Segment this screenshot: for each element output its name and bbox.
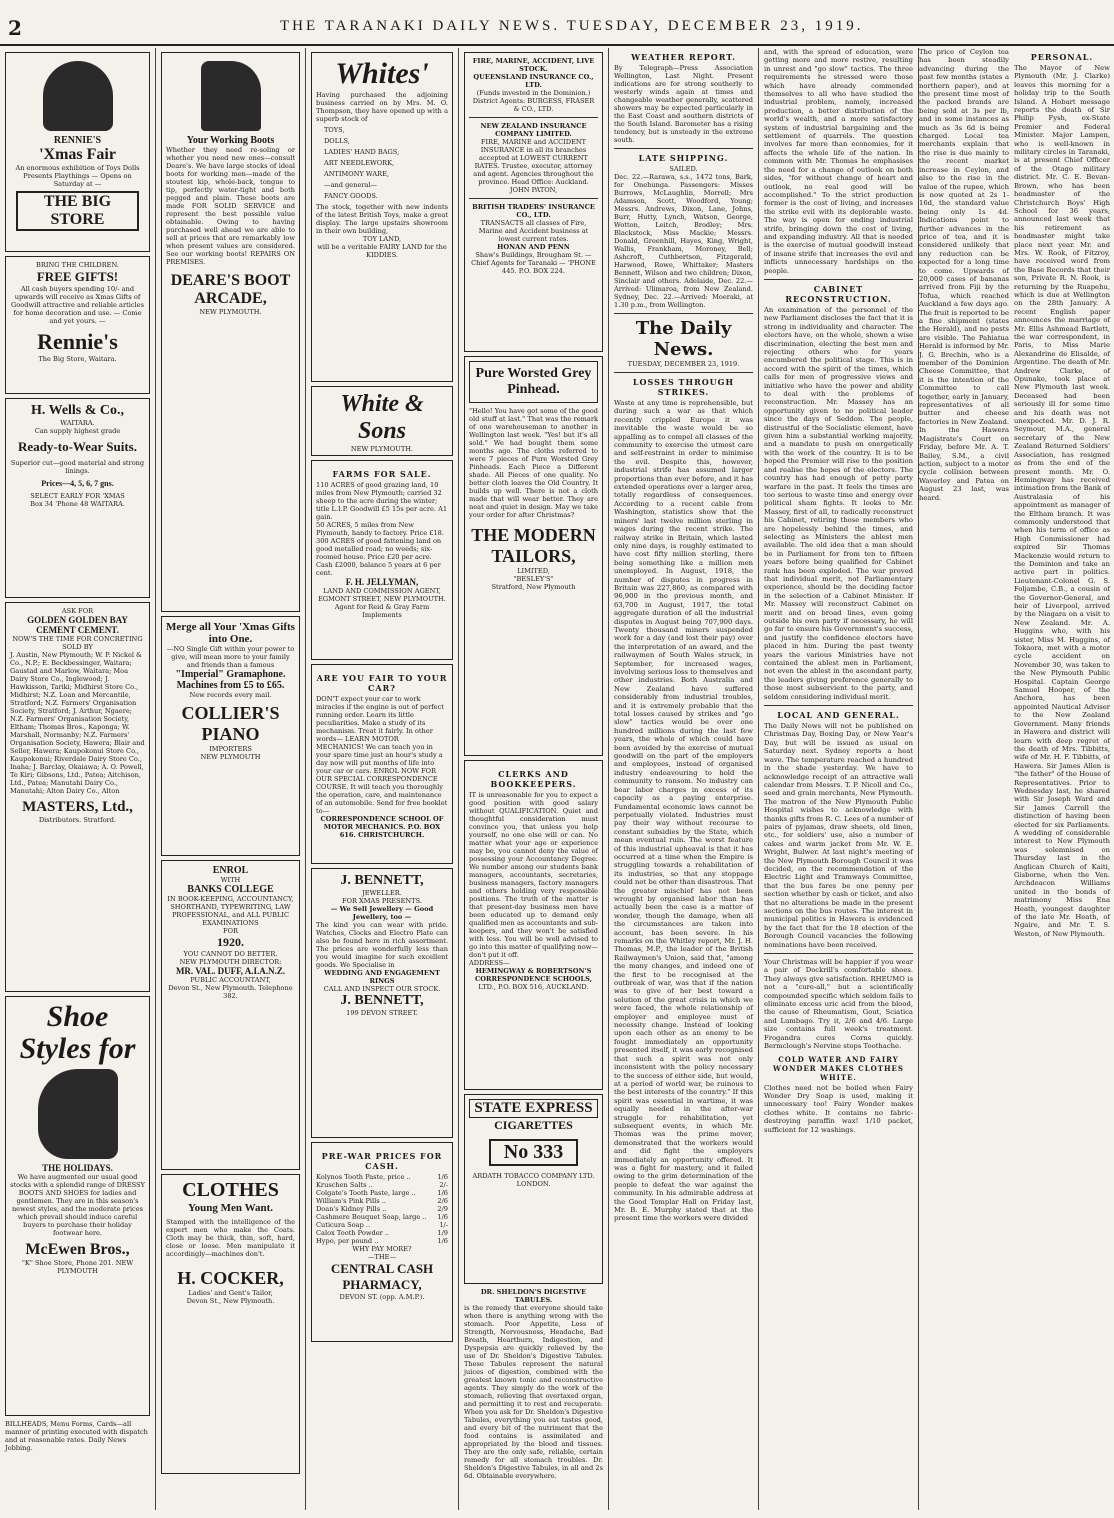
mcewen-name: McEwen Bros.,: [25, 1241, 130, 1258]
modern-tailors-ad: [464, 356, 603, 756]
whites-item: DOLLS,: [324, 137, 350, 145]
duff-name: MR. VAL. DUFF, A.I.A.N.Z.: [175, 966, 286, 976]
boots-head: Your Working Boots: [186, 135, 275, 146]
column-6: [758, 48, 918, 1510]
column-5: [608, 48, 758, 1510]
boot-image: [201, 61, 261, 131]
clothes-head: CLOTHES: [182, 1179, 279, 1201]
free-gifts-text: All cash buyers spending 10/- and upwards will receive as Xmas Gifts of Goodwill attractive and reliable articles for home decoration and use. — Come and yet yours. —: [11, 285, 144, 325]
year: 1920.: [217, 935, 244, 949]
british-traders: BRITISH TRADERS' INSURANCE CO., LTD.: [472, 203, 595, 219]
fire-marine-head: FIRE, MARINE, ACCIDENT, LIVE STOCK.: [472, 57, 595, 73]
deare-footer: NEW PLYMOUTH.: [199, 308, 262, 316]
hemingway-address: LTD., P.O. BOX 516, AUCKLAND.: [478, 983, 589, 991]
number-333: No 333: [489, 1139, 578, 1166]
sheldon-text: is the remedy that everyone should take when there is anything wrong with the stomach. Poor Appetite, Loss of Strength, Nervousness, Headache, Bad Breath, Heartburn, Indigestion, and Dyspepsia are quickly relieved by the use of Dr. Sheldon's Digestive Tabules. These Tabules represent the natural juices of digestion, combined with the greatest known tonic and reconstructive agents. They simply do the work of the stomach, relieving that overtaxed organ, and permitting it to rest and recuperate. When you ask for Dr. Sheldon's Digestive Tabules, everything you eat tastes good, and every bit of the nutriment that the food contains is assimilated and appropriated by the blood and tissues. They are the only safe, reliable, certain remedy for all stomach troubles. Dr. Sheldon's Digestive Tabules, in all and 2s 6d. Obtainable everywhere.: [464, 1304, 603, 1480]
clerks-head: CLERKS AND BOOKKEEPERS.: [490, 769, 577, 789]
wells-place: WAITARA.: [60, 419, 95, 427]
price-value: 2/9: [437, 1205, 448, 1213]
newspaper-columns: [0, 48, 1114, 1510]
price-row: [316, 1237, 448, 1245]
hemingway-name: HEMINGWAY & ROBERTSON'S CORRESPONDENCE SCHOOLS,: [475, 967, 592, 983]
toy-land: TOY LAND,: [362, 235, 402, 243]
billheads-notice: BILLHEADS, Menu Forms, Cards—all manner of printing executed with dispatch and at reasonable rates. Daily News Jobbing.: [5, 1420, 148, 1452]
merge-head: Merge all Your 'Xmas Gifts into One.: [166, 621, 295, 645]
price-item: Doan's Kidney Pills ..: [316, 1205, 387, 1213]
losses-head: LOSSES THROUGH STRIKES.: [632, 377, 735, 397]
prewar-head: PRE-WAR PRICES FOR CASH.: [321, 1151, 443, 1171]
mcewen-footer: "K" Shoe Store, Phone 201. NEW PLYMOUTH: [21, 1259, 134, 1275]
local-general-text: The Daily News will not be published on Christmas Day, Boxing Day, or New Year's Day, but will be issued as usual on Saturday next. Sydney reports a heat wave. The temperature reached a hundred in the shade yesterday. We have to acknowledge receipt of an attractive wall calendar from Messrs. T. P. Nicoll and Co., seed and grain merchants, New Plymouth. The matron of the New Plymouth Public Hospital wishes to acknowledge with thanks gifts from R. C. Lees of a number of pairs of pyjamas, draw sheets, old linen, etc., for soldiers' use, also a number of cakes and warm jacket from Mr. W. E. Wright, Bulwer. At last night's meeting of the New Plymouth Borough Council it was decided, on the recommendation of the Electric Light and Tramways Committee, that the bus fares be one penny per section whether by cash or ticket, and also that no alterations be made in the present sections on the bus routes. The interest in municipal politics in Hawera is evidenced by the fact that for the 18 election of the Borough Council vacancies the following nominations have been received.: [764, 722, 913, 949]
whites-ad: [311, 52, 453, 382]
white-sons-footer: NEW PLYMOUTH.: [350, 445, 414, 453]
honan-penn: HONAN AND PENN: [497, 243, 570, 251]
director-label: NEW PLYMOUTH DIRECTOR:: [179, 958, 282, 966]
merge-text: —NO Single Gift within your power to give, will mean more to your family and friends than a famous: [166, 645, 295, 669]
wedding-rings: WEDDING AND ENGAGEMENT RINGS: [324, 969, 440, 985]
whites-item: ART NEEDLEWORK,: [324, 159, 395, 167]
column-1: [0, 48, 155, 1510]
deare-name: DEARE'S BOOT ARCADE,: [170, 272, 291, 307]
price-row: [316, 1221, 448, 1229]
bring-children: BRING THE CHILDREN.: [36, 261, 119, 269]
banks-text: IN BOOK-KEEPING, ACCOUNTANCY, SHORTHAND, TYPEWRITING, LAW PROFESSIONAL, and ALL PUBLIC EXAMINATIONS: [167, 895, 294, 927]
farm-1: 110 ACRES of good grazing land, 10 miles from New Plymouth; carried 32 sheep to the acre during the winter; title L.I.P. Goodwill £5 15s per acre. A1 gain.: [316, 481, 448, 521]
price-row: [316, 1189, 448, 1197]
weather-text: By Telegraph—Press Association Wellington, Last Night. Present indications are for strong southerly to westerly winds again at times and changeable weather generally, scattered showers may be expected particularly in the East Coast and southern districts of the South Island. Barometer has a rising tendency, but is unsteady in the extreme south.: [614, 64, 753, 144]
deare-boots-ad: [161, 52, 300, 612]
collier-place: NEW PLYMOUTH: [200, 753, 261, 761]
collier-ad: [161, 616, 300, 856]
cold-water-head: COLD WATER AND FAIRY WONDER MAKES CLOTHES WHITE.: [773, 1054, 904, 1082]
price-row: [316, 1181, 448, 1189]
stockist-list: J. Austin, New Plymouth; W. P. Nickel & Co., N.P.; E. Beckbessinger, Waitara; Gaustad and Marlow, Waitara; Moa Dairy Store Co., Inglewood; J. Hawkisson, Tariki; Midhirst Store Co., Midhirst; N.Z. Loan and Mercantile, Stratford; N.Z. Farmers' Organisation Society, Stratford; J. Arthur, Ngaere; N.Z. Farmers' Organisation Society, Eltham; Thomas Bros., Kaponga; W. Marshall, Normanby; N.Z. Farmers' Organisation Society, Hawera; Blair and Seller, Hawera; Kaupokonui Store Co., Kaupokonui; Riverdale Dairy Store Co., Inaha; J. Barclay, Okaiawa; A. O. Powell, Te Kiri; Gibsons, Ltd., Patea; Aitchison, Ltd., Patea; Manutahi Dairy Co., Manutahi; Alton Dairy Co., Alton: [10, 651, 145, 795]
shoe-image: [38, 1069, 118, 1159]
losses-text: Waste at any time is reprehensible, but during such a war as that which recently crippled Europe it was inevitable the waste would be so appalling as to compel all classes of the community to exercise the utmost care and self-restraint in order to minimise the evil. Despite this, however, industrial strife has assumed larger proportions than ever before, and it has extended operations over a larger area, totally regardless of consequences. According to a recent cable from Washington, statistics show that the miners' last twelve million sterling in wages during the recent strike. The railway strike in Britain, which lasted only nine days, is roughly estimated to have cost fifty million sterling, there being something like a million men unemployed. In August, 1918, the number of disputes in progress in Britain was 227,860, as compared with 96,900 in the previous month, and 63,700 in August, 1917, the total aggregate duration of all the industrial disputes in August being 707,900 days. Twenty thousand miners suspended work for a day (and lost their pay) over the interpretation of an award, and the railwaymen of South Wales struck, in September, for increased wages, involving serious loss to themselves and other industries. Both Australia and New Zealand have suffered considerably from industrial troubles, and it is extremely probable that the total losses caused by strikes and "go slow" tactics would be over one hundred millions during the last few years, the whole of which could have been avoided by the exercise of mutual goodwill on the part of the employers and employees, instead of organised industry endeavouring to hold the community to ransom. No industry can bear labor charges in excess of its capacity as a paying enterprise. Fundamental economic laws cannot be perpetually violated. Industries must pay their way without recourse to constant subsidies by the State, which mean eventual ruin. The worst feature of this industrial upheaval is that it has occurred at a time when the Empire is struggling towards a rehabilitation of its industries, so that any stoppage could not be other than disastrous. That the greater mischief has not been wrought by organised labor than has actually been the case is a matter of wonder, though the damage, when all the circumstances are taken into account, has been severe. In his remarks on the Whitley report, Mr. J. H. Thomas, M.P., the leader of the British Railwaymen's Union, said that, "among the many changes, and indeed one of the first to be recognised at the outbreak of war, was that if the nation was to give of her best toward a solution of the great crisis in which we were faced, the whole relationship of employer and employee must of necessity change. Instead of looking upon each other as an enemy to be fought immediately an opportunity presented itself, it was early recognised that such a spirit was not only inconsistent with the policy necessary to the success of either side, but would, at a period of world war, be ruinous to the best interests of the country." If this spirit was essential in wartime, it was equally needed in the after-war struggle for rehabilitation, yet subsequent events, in which Mr. Thomas was the prime mover, demonstrated that the workers would and did fight the employers immediately an opportunity offered. It was a fight for mastery, and it failed owing to the grim determination of the people to defeat the war against the community. In his admirable address at the Good Templar Hall on Friday last, Mr. B. E. Murphy stated that at the present time the workers were divided: [614, 399, 753, 1223]
personal-section: [1014, 48, 1110, 938]
column-3: [305, 48, 458, 1510]
devon-street: 199 DEVON STREET.: [346, 1009, 418, 1017]
white-sons-ad: [311, 386, 453, 456]
column-2: [155, 48, 305, 1510]
cabinet-head: CABINET RECONSTRUCTION.: [785, 283, 892, 304]
white-sons-logo: White & Sons: [340, 391, 424, 444]
price-row: [316, 1229, 448, 1237]
bennett-name-2: J. BENNETT,: [340, 993, 424, 1008]
wells-ad: [5, 398, 150, 598]
whites-text: Having purchased the adjoining business carried on by Mrs. M. O. Thompson, they have opened up with a superb stock of: [316, 91, 448, 123]
besleys: "BESLEY'S": [513, 575, 554, 583]
cigarettes-label: CIGARETTES: [494, 1118, 573, 1132]
wells-name: H. Wells & Co.,: [30, 403, 125, 418]
santa-image: [43, 61, 113, 131]
why-pay-more: WHY PAY MORE?: [352, 1245, 412, 1253]
price-value: 1/6: [437, 1173, 448, 1181]
masthead: [0, 0, 1114, 46]
sell-text: The kind you can wear with pride. Watches, Clocks and Electro Plate can also be found here in rich assortment. The prices are wonderfully less than you would imagine for such excellent goods. We Specialise in: [316, 921, 448, 969]
price-item: Colgate's Tooth Paste, large ..: [316, 1189, 416, 1197]
machines-price: Machines from £5 to £65.: [176, 680, 285, 691]
price-value: 2/-: [439, 1181, 448, 1189]
modern-tailors: THE MODERN TAILORS,: [471, 525, 596, 566]
the: —THE—: [367, 1253, 397, 1261]
wells-select: SELECT EARLY FOR 'XMAS: [30, 492, 125, 500]
pharmacy-ad: [311, 1142, 453, 1342]
bennett-ad: [311, 868, 453, 1138]
whites-item: —and general—: [324, 181, 378, 189]
free-gifts: FREE GIFTS!: [36, 269, 119, 284]
collier-importers: IMPORTERS: [209, 745, 252, 753]
rennie-footer: The Big Store, Waitara.: [38, 355, 117, 363]
holidays-text: We have augmented our usual good stocks with a splendid range of DRESSY BOOTS AND SHOES for ladies and gentlemen. They are in this season's newest styles, and the moderate prices which prevail should induce careful buyers to purchase their holiday footwear here.: [10, 1173, 145, 1237]
address-label: ADDRESS—: [469, 959, 510, 967]
farms-head: FARMS FOR SALE.: [332, 469, 432, 479]
collier-name: COLLIER'S PIANO: [181, 703, 280, 744]
whites-items: [316, 126, 448, 200]
whites-item: ANTIMONY WARE,: [324, 170, 389, 178]
motor-school-ad: [311, 664, 453, 864]
price-item: Hypo, per pound ..: [316, 1237, 379, 1245]
we-sell: — We Sell Jewellery — Good Jewellery, too —: [330, 905, 434, 921]
wells-line: Can supply highest grade: [34, 427, 121, 435]
shipping-head: LATE SHIPPING.: [638, 153, 729, 163]
big-store-logo: THE BIG STORE: [16, 191, 139, 231]
page-number: 2: [8, 16, 22, 40]
new-records: New records every mail.: [189, 691, 272, 699]
farms-ad: [311, 460, 453, 660]
farm-2: 50 ACRES, 5 miles from New Plymouth, handy to factory. Price £18.: [316, 521, 444, 537]
golden-bay-head: GOLDEN GOLDEN BAY CEMENT CEMENT.: [27, 615, 128, 635]
ask-for: ASK FOR: [61, 607, 94, 615]
price-item: William's Pink Pills ..: [316, 1197, 386, 1205]
rennie-name: RENNIE'S: [53, 135, 102, 146]
central-pharmacy: CENTRAL CASH PHARMACY,: [330, 1261, 434, 1292]
hemingway-ad: [464, 760, 603, 1090]
farm-3: 300 ACRES of good fattening land on good metalled road; no weeds; six-roomed house. Price £20 per acre. Cash £2000, balance 5 years at 6 per cent.: [316, 537, 442, 577]
cabinet-text: An examination of the personnel of the new Parliament discloses the fact that it is strong in individuality and character. The electors have, on the whole, shown a wise discrimination, electing the best men and rejecting others who for years encumbered the political stage. This is in accord with the spirit of the times, which calls for men of progressive views and initiative who have the power and ability to deal with the problems of reconstruction. Mr. Massey has an opportunity given to no political leader since the days of Seddon. The people, distrustful of the Socialistic element, have given him a substantial working majority, and a mandate to push on energetically with the work of the country. It is to be hoped the Premier will rise to the position and realise the hopes of the electors. The country has had enough of petty party warfare in the past. It feels the times are too serious to waste time and energy over political sham fights. It looks to Mr. Massey, first of all, to radically reconstruct his Cabinet, retiring those members who are hopelessly behind the times, and selecting as Ministers the ablest men available. The old idea that a man should be in Parliament for from ten to fifteen years before being qualified for Cabinet rank has been exploded. The war proved that individual merit, not Parliamentary experience, should be the deciding factor in the selection of a Cabinet Minister. If Mr. Massey will reconstruct Cabinet on merit and on broad lines, even going outside his own party if necessary, he will go far to ensure his Government's success, and justify the confidence electors have placed in him. During the past twenty years the various Ministries have not contained the ablest men in Parliament, not even the ablest in the ascendant party, the leaders giving preference generally to those most subservient to the party, and seldom considering individual merit.: [764, 305, 913, 701]
cocker-ad: [161, 1174, 300, 1474]
duff-role: PUBLIC ACCOUNTANT,: [190, 976, 271, 984]
call-inspect: CALL AND INSPECT OUR STOCK.: [323, 985, 441, 993]
queensland-insurance: QUEENSLAND INSURANCE CO., LTD.: [473, 73, 594, 89]
sheldon-head: DR. SHELDON'S DIGESTIVE TABULES.: [480, 1288, 587, 1304]
motor-school-name: CORRESPONDENCE SCHOOL OF MOTOR MECHANICS. P.O. BOX 616. CHRISTCHURCH.: [320, 815, 444, 839]
editorial-continued: and, with the spread of education, were getting more and more restive, resulting in unrest and "go slow" tactics. The three requirements he stressed were those which have already commended themselves to all who have studied the industrial problem, namely, increased production, a better distribution of the world's wealth, and a more satisfactory system of industrial bargaining and the settlement of quarrels. The question involves far more than economies, for it affects the whole life of the nation. In common with Mr. Thomas he emphasises the need for a change of outlook on both sides, "for without change of heart and outlook, no real good will be accomplished." To the strict production former is the cost of living, and increases the strike evil with its deplorable waste. The way is open for ending industrial strife, bringing down the cost of living, and expanding industry. All that is needed is the exercise of mutual goodwill instead of insane strife that increases the evil and inflicts unnecessary hardships on the people.: [764, 48, 913, 275]
pure-worsted-text: "Hello! You have got some of the good old stuff at last." That was the remark of one warehouseman to another in Wellington last week. "Yes! but it's all sold." We had bought them some months ago. The cloths referred to were 7 pieces of Pure Worsted Grey Pinheads. Each Piece a Different shade. All Pieces of one quality. No better cloth leaves the Old Country. It builds up well. There is not a cloth made that will wear better. They are neat and quiet in design. May we take your order for after Christmas?: [469, 407, 598, 519]
ready-to-wear: Ready-to-Wear Suits.: [18, 439, 137, 454]
sold-by: SOLD BY: [62, 643, 93, 651]
cocker-name: H. COCKER,: [177, 1268, 284, 1288]
whites-stock: The stock, together with new indents of the latest British Toys, make a great display. The large upstairs showroom in their own building,: [316, 203, 448, 235]
queensland-text: (Funds invested in the Dominion.) District Agents: BURGESS, FRASER & CO., LTD.: [472, 89, 595, 113]
for: FOR: [223, 927, 238, 935]
state-express-ad: [464, 1094, 603, 1284]
fair-to-car-text: DON'T expect your car to work miracles if the engine is out of perfect running order. Learn its little peculiarities. Make a study of its mechanism. Treat it fairly. In other words— LEARN MOTOR MECHANICS! We can teach you in your spare time just an hour's study a day now will put months of life into your car or cars. ENROL NOW FOR OUR SPECIAL CORRESPONDENCE COURSE. It will teach you thoroughly the operation, care, and maintenance of an automobile. Send for free booklet to—: [316, 695, 448, 815]
young-men: Young Men Want.: [187, 1202, 274, 1214]
ardath-name: ARDATH TOBACCO COMPANY LTD. LONDON.: [472, 1172, 595, 1188]
central-address: DEVON ST. (opp. A.M.P.).: [339, 1293, 425, 1301]
price-value: 1/-: [439, 1221, 448, 1229]
rennie-ad: [5, 52, 150, 252]
banks-college: BANKS COLLEGE: [187, 884, 274, 895]
nz-insurance-text: FIRE, MARINE and ACCIDENT INSURANCE in all its branches accepted at LOWEST CURRENT RATES. Trustee, executor, attorney and agent. Agencies throughout the province. Head Office: Auckland. JOHN PATON,: [473, 138, 594, 194]
price-value: 1/6: [437, 1213, 448, 1221]
clerks-text: IT is unreasonable for you to expect a good position with good salary without QUALIFICATION. Quiet and thoughtful consideration must convince you, that unless you help yourself, no one else will or can. No matter what your age or experience may be, you cannot deny the value of possessing your Accountancy Degree. We number among our students bank managers, accountants, secretaries, business managers, factory managers and others holding very responsible positions. The truth of the matter is that present-day business men have been educated up to demand only qualified men as accountants and sub-keepers, and they won't be satisfied with less. You will be well advised to go into this matter of qualifying now—don't put it off.: [469, 791, 598, 959]
price-item: Kolynos Tooth Paste, price ..: [316, 1173, 411, 1181]
clothes-text: Stamped with the intelligence of the expert men who make the Coats. Cloth may be thick, thin, soft, hard, close or loose. Men manipulate it accordingly—machines don't.: [166, 1218, 295, 1258]
cocker-role: Ladies' and Gent's Tailor,: [188, 1289, 273, 1297]
state-express-logo: STATE EXPRESS: [469, 1099, 598, 1118]
price-item: Cashmere Bouquet Soap, large ..: [316, 1213, 427, 1221]
rennie-gifts-ad: [5, 256, 150, 394]
honan-address: Shaw's Buildings, Brougham St. — Chief Agents for Taranaki — 'PHONE 445. P.O. BOX 224.: [471, 251, 596, 275]
holidays-head: THE HOLIDAYS.: [42, 1163, 113, 1173]
weather-head: WEATHER REPORT.: [631, 52, 736, 62]
xmas-presents: FOR XMAS PRESENTS.: [342, 897, 422, 905]
masters-name: MASTERS, Ltd.,: [22, 799, 133, 815]
sailed-label: SAILED.: [669, 165, 698, 173]
modern-address: Stratford, New Plymouth: [491, 583, 576, 591]
shoe-styles-head: Shoe Styles for: [19, 1000, 136, 1065]
price-value: 2/6: [437, 1197, 448, 1205]
concreting: NOW'S THE TIME FOR CONCRETING: [12, 635, 143, 643]
cold-water-text: Clothes need not be boiled when Fairy Wonder Dry Soap is used, making it unnecessary too! Fairy Wonder makes clothes white. It contains no fabric-destroying paraffin wax! 1/10 packet, sufficient for 12 washings.: [764, 1083, 913, 1134]
whites-item: LADIES' HAND BAGS,: [324, 148, 400, 156]
limited: LIMITED,: [517, 567, 550, 575]
personal-text: The Mayor of New Plymouth (Mr. J. Clarke) leaves this morning for a holiday trip to the South Island. A Hobart message reports the death of Sir Philip Fysh, ex-State Premier and Federal Minister. Major Lampen, who is well-known in military circles in Taranaki, is at present Chief Officer of the Otago military district. Mr. C. E. Bevan-Brown, who has been headmaster of the Christchurch Boys' High School for 36 years, announced last week that his retirement as headmaster might take place next year. Mr. and Mrs. W. Rook, of Fitzroy, have received word from the Base Records that their son, Private R. N. Rook, is returning by the Ruapehu, which is due at Wellington on the 28th January. A recent English paper announces the marriage of Mr. Ellis Ashmead Bartlett, the war correspondent, in Paris, to Miss Marie Alexandrine de Elisalde, of Argentine. The death of Mr. Andrew Clarke, of Opunake, took place at New Plymouth last week. Deceased had been seriously ill for some time and his death was not unexpected. Mr. D. J. R. Seymour, M.A., general secretary of the New Zealand Returned Soldiers' Association, has resigned as from the end of the present month. Mr. O. Hemingway has received intimation from the Bank of Australasia of his appointment as manager of the Eltham branch. It was commonly understood that when his term of office as High Commissioner had expired Sir Thomas Mackenzie would return to the Dominion and take an active part in politics. Lieutenant-Colonel G. S. Foljambe, C.B., a cousin of the Governor-General, and heir of Liverpool, arrived by the Niagara on a visit to New Zealand. Mr. A. Huggins who, with his sister, Miss M. Huggins, of Tokaora, met with a motor cycle accident on November 30, was taken to the New Plymouth Public Hospital. Captain George Samuel Hooper, of the Anchora, has been appointed Nautical Adviser to the New Zealand Government. Many friends in Hawera and district will learn with deep regret of the death of Mrs. Tibbitts, wife of Mr. H. F. Tibbitts, of Hawera. Sir James Allen is "the father" of the House of Representatives. Prior to Wednesday last, he shared with Sir Joseph Ward and Sir James Carroll the distinction of having been elected for six Parliaments. A wedding of considerable interest to New Plymouth was solemnised on Thursday last in the Anglican Church of Kaiti, Gisborne, when the Ven. Archdeacon Williams united in the bonds of matrimony Miss Ena Heath, youngest daughter of the late Mr. Heath, of Ngaire, and Mr. T. S. Weston, of New Plymouth.: [1014, 64, 1110, 938]
jeweller: JEWELLER.: [362, 889, 402, 897]
news-items: The price of Ceylon tea has been steadily advancing during the past few months (states a northern paper), and at the present time most of the packed brands are being sold at 3s per lb, and in some instances as much as 3s 6d is being charged. Local tea merchants explain that the rise is due mainly to the recent market increase in Ceylon, and also to the rise in the value of the rupee, which is now quoted at 2s 1-16d, the standard value being only 1s 4d. Indications point to further advances in the price of tea, and it is considered unlikely that any reduction can be expected for a long time to come. Upwards of 20,000 cases of bananas arrived from Fiji by the Tofua, which reached Auckland a few days ago. The fruit is reported to be a fine shipment (states the Herald), and no pests are visible. The Pahiatua Herald is informed by Mr. J. G. Brechin, who is a member of the Dominion Cheese Committee, that it is the intention of the Committee to call together, early in January, representatives of all butter and cheese factories in New Zealand. In the Hawera Magistrate's Court on Friday, before Mr. A. T. Bailey, S.M., a civil action, subject to a motor cycle collision between Waverley and Patea on August 23 last, was heard.: [919, 48, 1009, 502]
price-row: [316, 1197, 448, 1205]
editorial-date: TUESDAY, DECEMBER 23, 1919.: [627, 360, 740, 368]
rennie-logo: Rennie's: [37, 329, 118, 354]
imperial-gramaphone: "Imperial" Gramaphone.: [175, 669, 286, 680]
fair-to-car-head: ARE YOU FAIR TO YOUR CAR?: [316, 673, 448, 693]
rennie-headline: 'Xmas Fair: [39, 146, 116, 163]
price-row: [316, 1205, 448, 1213]
with: WITH: [220, 876, 241, 884]
price-item: Calox Tooth Powder ..: [316, 1229, 390, 1237]
price-list: [316, 1173, 448, 1245]
wells-prices: Prices—4, 5, 6, 7 gns.: [41, 479, 114, 488]
column-7: [918, 48, 1114, 1510]
price-value: 1/9: [437, 1229, 448, 1237]
personal-head: PERSONAL.: [1030, 52, 1094, 62]
enrol: ENROL: [212, 865, 249, 876]
wells-text: Superior cut—good material and strong linings.: [10, 459, 145, 475]
price-item: Kruschen Salts ..: [316, 1181, 373, 1189]
jellyman-role: LAND AND COMMISSION AGENT, EGMONT STREET, NEW PLYMOUTH. Agent for Reid & Gray Farm Implements: [318, 587, 446, 619]
price-item: Cuticura Soap ..: [316, 1221, 371, 1229]
fairy-land: will be a veritable FAIRY LAND for the KIDDIES.: [317, 243, 447, 259]
cocker-address: Devon St., New Plymouth.: [186, 1297, 275, 1305]
wells-box: Box 34 'Phone 48 WAITARA.: [30, 500, 125, 508]
boots-text: Whether they need re-soling or whether you need new ones—consult Deare's. We have large stocks of ideal boots for working men—made of the stoutest kip, whole-back, tongue to tip, perfectly water-tight and both pegged and plain. These boots are made FOR SOLID SERVICE and represent the best possible value obtainable. Owing to having purchased well ahead we are able to sell at prices that are remarkably low when present values are considered. See our working boots! REPAIRS ON PREMISES.: [166, 146, 295, 266]
price-row: [316, 1213, 448, 1221]
golden-bay-cement-ad: [5, 602, 150, 992]
mcewen-shoe-ad: [5, 996, 150, 1416]
price-value: 1/6: [437, 1237, 448, 1245]
british-traders-text: TRANSACTS all classes of Fire, Marine and Accident business at lowest current rates.: [478, 219, 589, 243]
xmas-notices: Your Christmas will be happier if you wear a pair of Dockrill's comfortable shoes. They always give satisfaction. RHEUMO is not a "cure-all," but a scientifically compounded specific which seldom fails to eliminate excess uric acid from the blood, the cause of Rheumatism, Gout, Sciatica and Lumbago. Try it, 2/6 and 4/6. Large size contains full week's treatment. Frogandra cures Corns quickly. Bermclough's Nervine stops Toothache.: [764, 958, 913, 1051]
shipping-text: Dec. 22.—Rarawa, s.s., 1472 tons, Bark, for Onehunga. Passengers: Misses Burrows, McLaughlin, Morrell; Mrs Adamson, Scott, Woodford, Young; Messrs. Andrews, Dixon, Lane, Johns, Burr, Hutty, Lynch, Watson, George, Wotton, Leitch, Brodley; Mrs. Blackstock, Miss Mackie; Messrs. Donald, Greenhill, Hayes, King, Wright, Wallis, Frankham, Moroney, Bell; Ashcroft, Cuthbertson, Fitzgerald, Harwood, Rowe, Whittaker; Masters Bennett, Wilson and two children; Dixon, Sinclair and others. Adelaide, Dec. 22.—Arrived: Ulimaroa, from New Zealand. Sydney, Dec. 22.—Arrived: Moeraki, at 1.30 p.m., from Wellington.: [614, 173, 753, 309]
insurance-ads: [464, 52, 603, 352]
jellyman-name: F. H. JELLYMAN,: [345, 577, 419, 587]
local-general-head: LOCAL AND GENERAL.: [777, 710, 900, 721]
daily-news-masthead: The Daily News.: [635, 318, 732, 360]
whites-logo: Whites': [335, 57, 429, 90]
duff-address: Devon St., New Plymouth. Telephone 382.: [168, 984, 293, 1000]
cannot-do-better: YOU CANNOT DO BETTER.: [183, 950, 278, 958]
whites-item: TOYS,: [324, 126, 345, 134]
price-value: 1/6: [437, 1189, 448, 1197]
bennett-name-1: J. BENNETT,: [340, 873, 424, 888]
masters-footer: Distributors. Stratford.: [38, 816, 117, 824]
newspaper-title: THE TARANAKI DAILY NEWS. TUESDAY, DECEMBER 23, 1919.: [280, 18, 864, 34]
rennie-body: An enormous exhibition of Toys Dolls Presents Playthings — Opens on Saturday at —: [15, 164, 140, 188]
price-row: [316, 1173, 448, 1181]
whites-item: FANCY GOODS.: [324, 192, 378, 200]
pure-worsted-head: Pure Worsted Grey Pinhead.: [469, 361, 598, 403]
nz-insurance: NEW ZEALAND INSURANCE COMPANY LIMITED.: [480, 122, 587, 138]
banks-college-ad: [161, 860, 300, 1170]
column-4: [458, 48, 608, 1510]
